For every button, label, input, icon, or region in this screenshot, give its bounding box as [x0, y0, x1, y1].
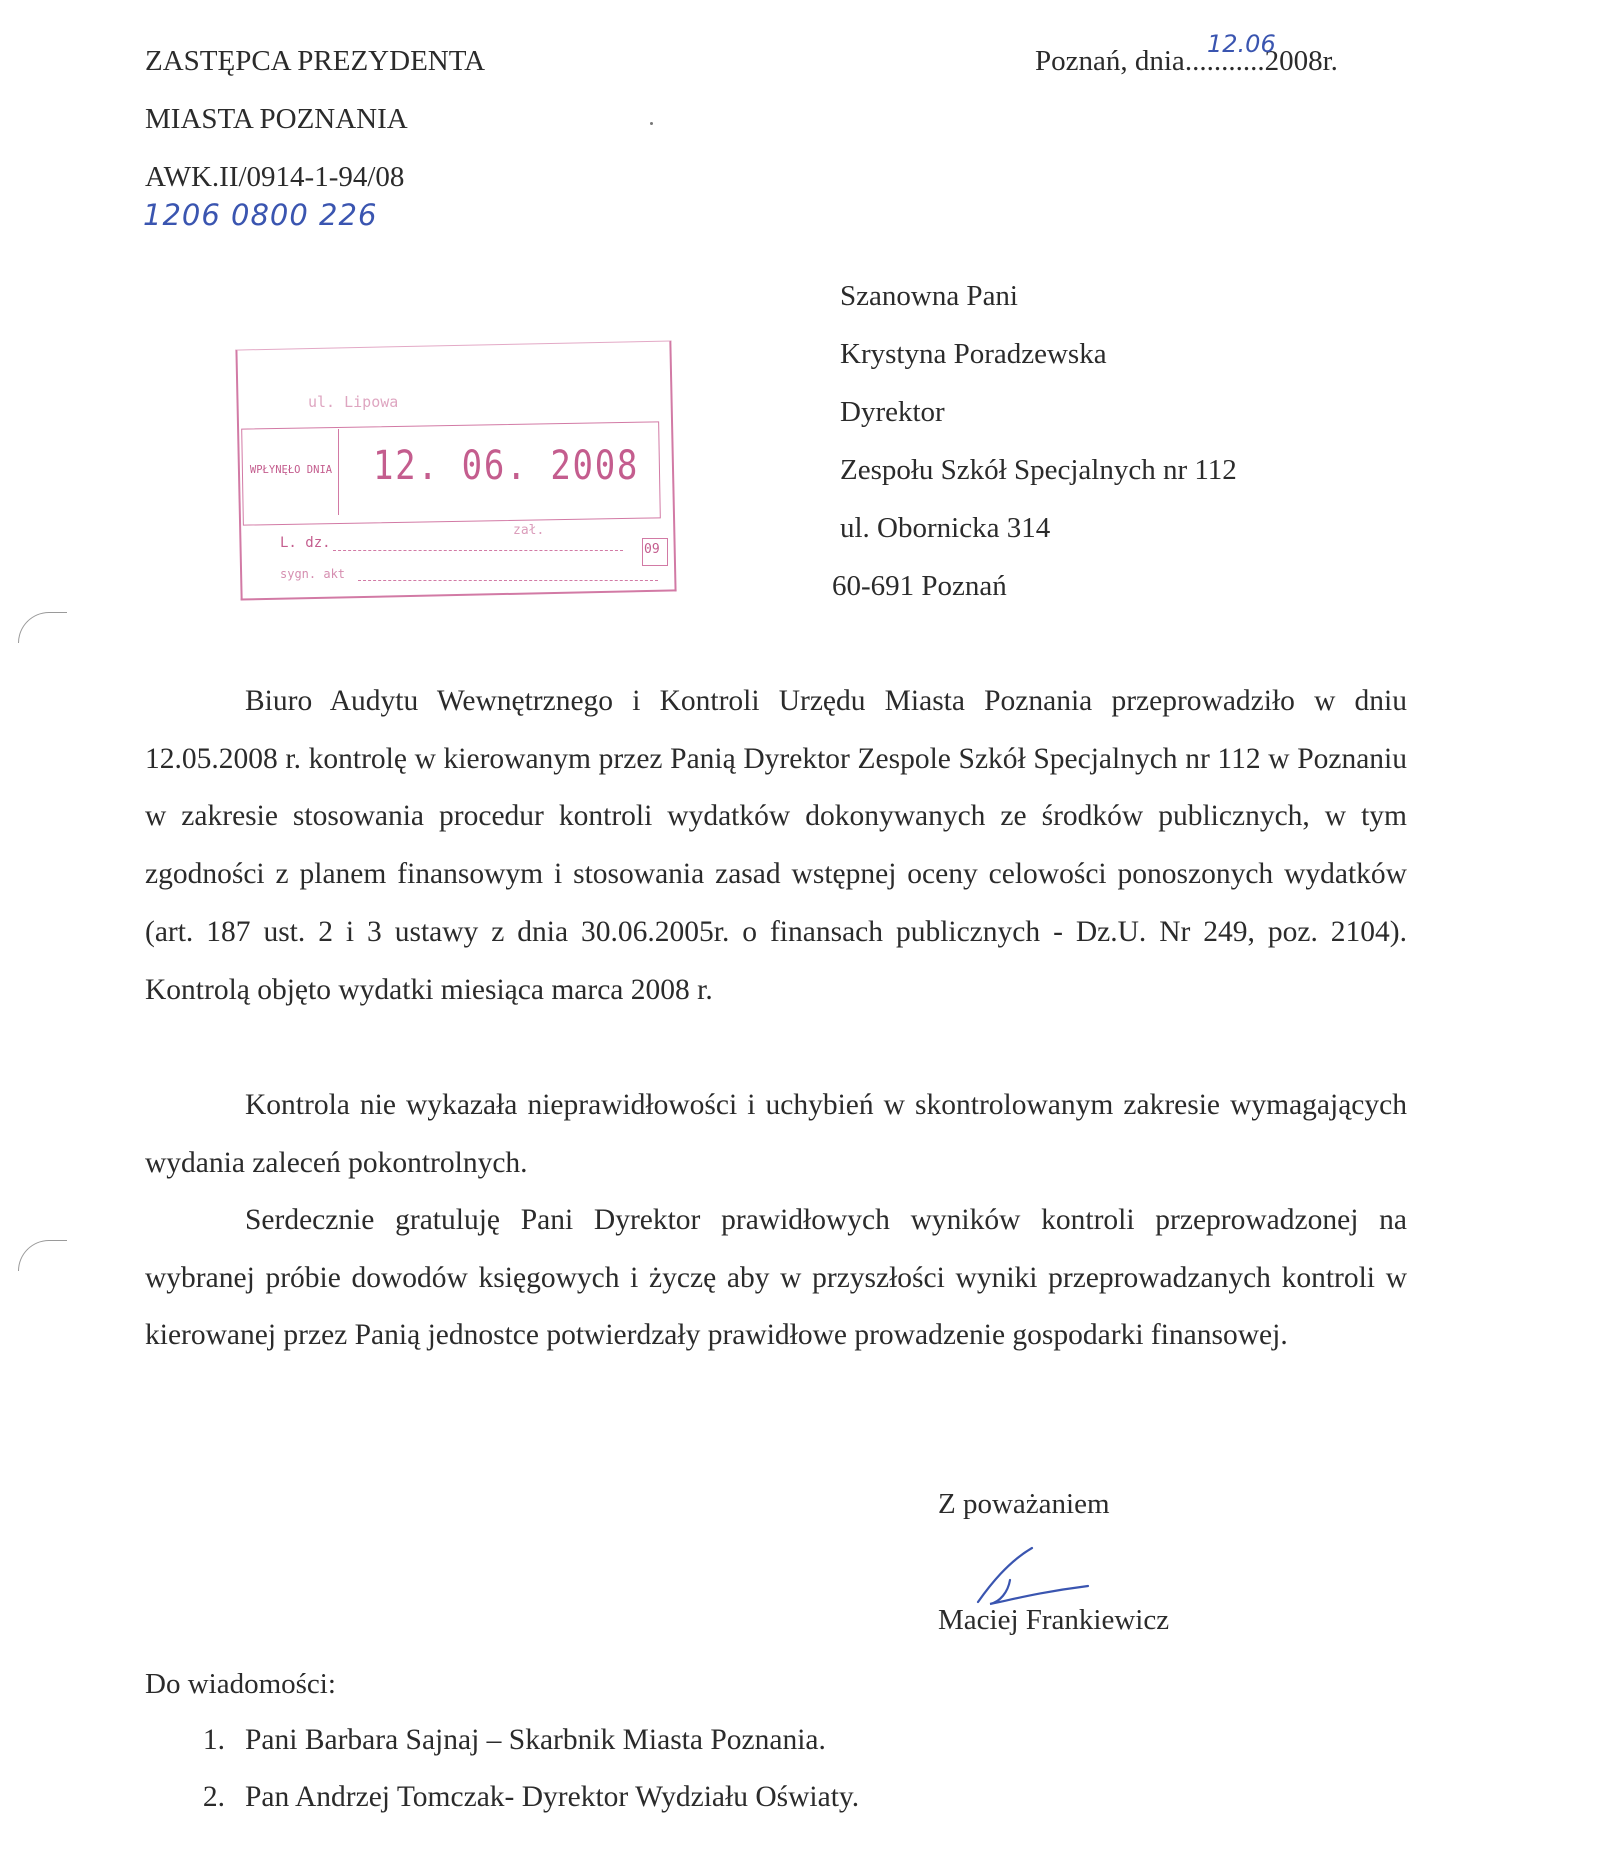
stamp-sygn-label: sygn. akt [280, 567, 346, 581]
stamp-ldz-label: L. dz. [280, 535, 331, 551]
received-stamp [238, 325, 688, 610]
stamp-box-number: 09 [644, 542, 660, 557]
stamp-sygn-line [358, 580, 658, 581]
body-paragraph-1: Biuro Audytu Wewnętrznego i Kontroli Urzędu Miasta Poznania przeprowadziło w dniu 12.05.2008 r. kontrolę w kierowanym przez Panią Dyrektor Zespole Szkół Specjalnych nr 112 w Poznaniu w zakresie stosowania procedur kontroli wydatków dokonywanych ze środków publicznych, w tym zgodności z planem finansowym i stosowania zasad wstępnej oceny celowości ponoszonych wydatków (art. 187 ust. 2 i 3 ustawy z dnia 30.06.2005r. o finansach publicznych - Dz.U. Nr 249, poz. 2104). Kontrolą objęto wydatki miesiąca marca 2008 r. [145, 685, 1407, 1006]
handwritten-registration-number: 1206 0800 226 [143, 198, 378, 232]
stamp-top-line: ul. Lipowa [308, 393, 399, 411]
place-date-suffix: ..2008r. [1250, 45, 1338, 77]
scan-speck [650, 122, 653, 125]
cc-item-number: 2. [202, 1781, 225, 1813]
stamp-received-date: 12. 06. 2008 [373, 443, 640, 489]
recipient-title: Dyrektor [840, 396, 945, 428]
stamp-received-label: WPŁYNĘŁO DNIA [249, 464, 333, 476]
body-paragraph-3: Serdecznie gratuluję Pani Dyrektor prawidłowych wyników kontroli przeprowadzonej na wybranej próbie dowodów księgowych i życzę aby w przyszłości wyniki przeprowadzanych kontroli w kierowanej przez Panią jednostce potwierdzały prawidłowe prowadzenie gospodarki finansowej. [145, 1204, 1407, 1352]
place-date-dots: ......... [1184, 45, 1251, 77]
stamp-ldz-line [333, 550, 623, 551]
margin-mark-bottom [18, 1240, 67, 1271]
reference-number: AWK.II/0914-1-94/08 [145, 161, 405, 193]
cc-item-number: 1. [202, 1724, 225, 1756]
cc-item-text: Pan Andrzej Tomczak- Dyrektor Wydziału Oświaty. [245, 1781, 860, 1813]
margin-mark-top [18, 612, 67, 643]
cc-heading: Do wiadomości: [145, 1668, 336, 1700]
recipient-street: ul. Obornicka 314 [840, 512, 1051, 544]
recipient-postal-city: 60-691 Poznań [832, 570, 1007, 602]
handwritten-date: 12.06 [1207, 30, 1276, 58]
cc-list [145, 1712, 859, 1826]
sender-title: ZASTĘPCA PREZYDENTA [145, 45, 486, 77]
cc-item [145, 1769, 859, 1826]
place-date-prefix: Poznań, dnia [1035, 45, 1185, 77]
stamp-label-divider [338, 429, 339, 515]
cc-item [145, 1712, 859, 1769]
recipient-name: Krystyna Poradzewska [840, 338, 1107, 370]
closing-regards: Z poważaniem [938, 1488, 1110, 1520]
sender-city: MIASTA POZNANIA [145, 103, 408, 135]
recipient-salutation: Szanowna Pani [840, 280, 1018, 312]
body-paragraph-2: Kontrola nie wykazała nieprawidłowości i uchybień w skontrolowanym zakresie wymagających wydania zaleceń pokontrolnych. [145, 1089, 1407, 1179]
cc-item-text: Pani Barbara Sajnaj – Skarbnik Miasta Poznania. [245, 1724, 826, 1756]
stamp-zal-label: zał. [513, 523, 545, 538]
place-date [1035, 45, 1338, 78]
recipient-institution: Zespołu Szkół Specjalnych nr 112 [840, 454, 1237, 486]
signatory-name: Maciej Frankiewicz [938, 1604, 1170, 1636]
signature-mark [970, 1540, 1100, 1610]
